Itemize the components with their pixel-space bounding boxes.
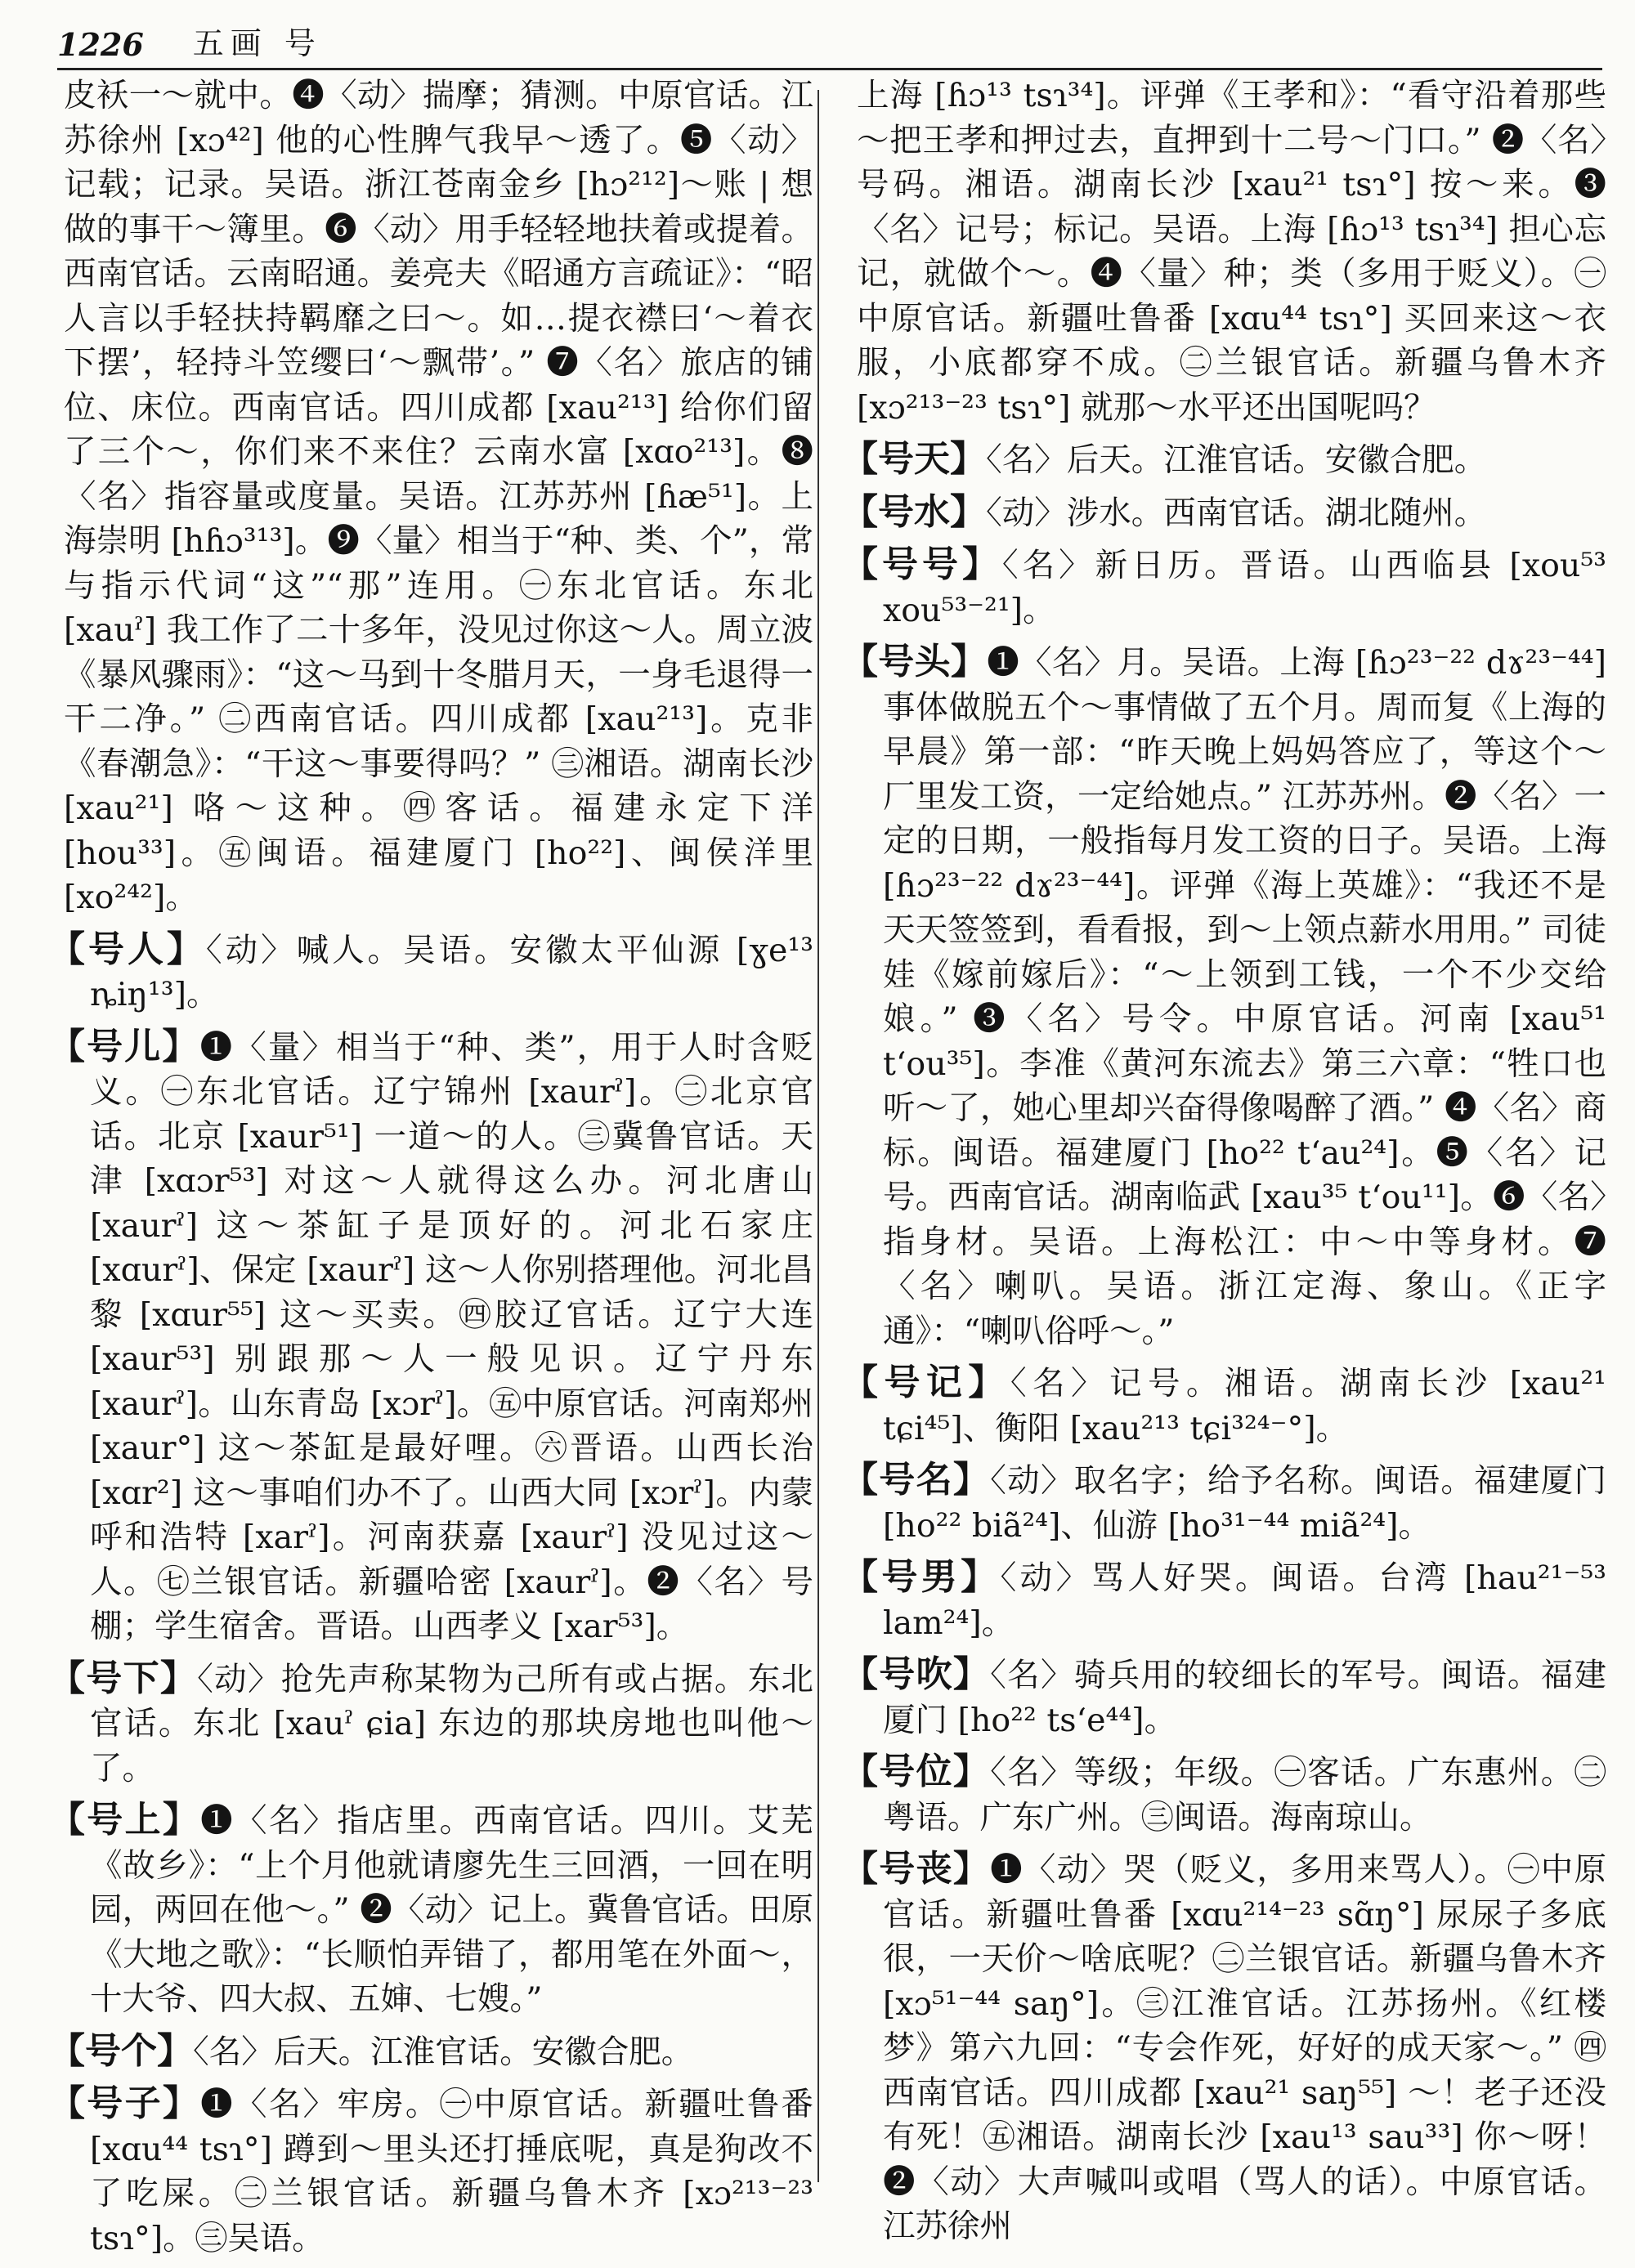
dictionary-entry [49, 2082, 813, 2261]
column-divider [818, 90, 819, 2182]
dictionary-entry [842, 1847, 1606, 2249]
dictionary-entry [842, 437, 1606, 483]
entry-headword: 【号子】 [49, 2082, 201, 2124]
entry-definition: 〈名〉后天。江淮官话。安徽合肥。 [986, 441, 1487, 479]
entry-definition: 〈动〉骂人好哭。闽语。台湾 [hau²¹⁻⁵³ lam²⁴]。 [883, 1559, 1606, 1642]
entry-headword: 【号号】 [842, 544, 1002, 585]
running-title: 五画 号 [192, 25, 322, 61]
dictionary-entry [49, 2029, 813, 2075]
entry-headword: 【号天】 [842, 438, 986, 480]
entry-definition: ❶〈名〉牢房。㊀中原官话。新疆吐鲁番 [xɑu⁴⁴ tsɿ°] 蹲到～里头还打捶底呢，真是狗改不了吃屎。㊁兰银官话。新疆乌鲁木齐 [xɔ²¹³⁻²³ tsɿ°]。㊂吴语。 [90, 2086, 814, 2257]
entry-definition: 〈名〉新日历。晋语。山西临县 [xou⁵³ xou⁵³⁻²¹]。 [883, 547, 1606, 629]
dictionary-entry [842, 1555, 1606, 1645]
dictionary-entry [842, 543, 1606, 633]
dictionary-entry [842, 490, 1606, 536]
entry-headword: 【号上】 [49, 1799, 201, 1841]
entry-definition: 〈动〉取名字；给予名称。闽语。福建厦门 [ho²² biã²⁴]、仙游 [ho³¹⁻⁴⁴ miã²⁴]。 [883, 1462, 1607, 1545]
entry-headword: 【号记】 [842, 1362, 1010, 1403]
entry-headword: 【号位】 [842, 1751, 991, 1792]
entry-headword: 【号名】 [842, 1459, 991, 1501]
entry-definition: 〈动〉涉水。西南官话。湖北随州。 [986, 494, 1487, 532]
dictionary-entry [842, 1750, 1606, 1840]
dictionary-entry [49, 1025, 813, 1649]
entry-definition: 〈名〉记号。湘语。湖南长沙 [xau²¹ tɕi⁴⁵]、衡阳 [xau²¹³ tɕi³²⁴⁻°]。 [883, 1365, 1607, 1447]
page-header [57, 18, 1602, 70]
entry-headword: 【号儿】 [49, 1025, 200, 1067]
entry-continuation: 皮袄一～就中。❹〈动〉揣摩；猜测。中原官话。江苏徐州 [xɔ⁴²] 他的心性脾气我早～透了。❺〈动〉记载；记录。吴语。浙江苍南金乡 [hɔ²¹²]～账 | 想做的事干～簿里。❻〈动〉用手轻轻地扶着或提着。西南官话。云南昭通。姜亮夫《昭通方言疏证》：“昭人言以手轻扶持羁靡之曰～。如…提衣襟曰‘～着衣下摆’，轻持斗笠缨曰‘～飘带’。” ❼〈名〉旅店的铺位、床位。西南官话。四川成都 [xau²¹³] 给你们留了三个～，你们来不来住？云南水富 [xɑo²¹³]。❽〈名〉指容量或度量。吴语。江苏苏州 [ɦæ⁵¹]。上海崇明 [hɦɔ³¹³]。❾〈量〉相当于“种、类、个”，常与指示代词“这”“那”连用。㊀东北官话。东北 [xauˀ] 我工作了二十多年，没见过你这～人。周立波《暴风骤雨》：“这～马到十冬腊月天，一身毛退得一干二净。” ㊁西南官话。四川成都 [xau²¹³]。克非《春潮急》：“干这～事要得吗？” ㊂湘语。湖南长沙 [xau²¹] 咯～这种。㊃客话。福建永定下洋 [hou³³]。㊄闽语。福建厦门 [ho²²]、闽侯洋里 [xo²⁴²]。 [64, 77, 813, 916]
entry-definition: 〈名〉后天。江淮官话。安徽合肥。 [193, 2033, 694, 2071]
entry-headword: 【号吹】 [842, 1653, 991, 1695]
dictionary-entry [842, 640, 1606, 1353]
entry-continuation: 上海 [ɦɔ¹³ tsɿ³⁴]。评弹《王孝和》：“看守沿着那些～把王孝和押过去，直押到十二号～门口。” ❷〈名〉号码。湘语。湖南长沙 [xau²¹ tsɿ°] 按～来。❸〈名〉记号；标记。吴语。上海 [ɦɔ¹³ tsɿ³⁴] 担心忘记，就做个～。❹〈量〉种；类（多用于贬义）。㊀中原官话。新疆吐鲁番 [xɑu⁴⁴ tsɿ°] 买回来这～衣服，小底都穿不成。㊁兰银官话。新疆乌鲁木齐 [xɔ²¹³⁻²³ tsɿ°] 就那～水平还出国呢吗？ [857, 77, 1606, 427]
entry-definition: 〈名〉骑兵用的较细长的军号。闽语。福建厦门 [ho²² tsʻe⁴⁴]。 [883, 1657, 1607, 1739]
dictionary-entry [49, 1798, 813, 2022]
entry-headword: 【号男】 [842, 1556, 1001, 1598]
entry-definition: 〈动〉抢先声称某物为己所有或占据。东北官话。东北 [xauˀ ɕia] 东边的那块房地也叫他～了。 [90, 1660, 814, 1787]
entry-headword: 【号个】 [49, 2029, 193, 2072]
entry-headword: 【号人】 [49, 928, 206, 970]
right-column [842, 74, 1606, 2257]
dictionary-entry [842, 1361, 1606, 1451]
dictionary-entry [49, 1657, 813, 1792]
entry-definition: ❶〈名〉指店里。西南官话。四川。艾芜《故乡》：“上个月他就请廖先生三回酒，一回在明园，两回在他～。” ❷〈动〉记上。冀鲁官话。田原《大地之歌》：“长顺怕弄错了，都用笔在外面～，十大爷、四大叔、五婶、七嫂。” [90, 1802, 814, 2018]
entry-definition: ❶〈动〉哭（贬义，多用来骂人）。㊀中原官话。新疆吐鲁番 [xɑu²¹⁴⁻²³ sɑ̃ŋ°] 尿尿子多底很，一天价～啥底呢？㊁兰银官话。新疆乌鲁木齐 [xɔ⁵¹⁻⁴⁴ saŋ°]。㊂江淮官话。江苏扬州。《红楼梦》第六九回：“专会作死，好好的成天家～。” ㊃西南官话。四川成都 [xau²¹ saŋ⁵⁵] ～！老子还没有死！㊄湘语。湖南长沙 [xau¹³ sau³³] 你～呀！❷〈动〉大声喊叫或唱（骂人的话）。中原官话。江苏徐州 [883, 1851, 1607, 2245]
entry-headword: 【号头】 [842, 641, 988, 682]
entry-headword: 【号水】 [842, 490, 986, 533]
dictionary-entry [842, 1458, 1606, 1548]
entry-definition: 〈动〉喊人。吴语。安徽太平仙源 [ɣe¹³ ȵiŋ¹³]。 [90, 931, 813, 1013]
entry-definition: 〈名〉等级；年级。㊀客话。广东惠州。㊁粤语。广东广州。㊂闽语。海南琼山。 [883, 1754, 1607, 1836]
entry-definition: ❶〈量〉相当于“种、类”，用于人时含贬义。㊀东北官话。辽宁锦州 [xaurˀ]。㊁北京官话。北京 [xaur⁵¹] 一道～的人。㊂冀鲁官话。天津 [xɑɔr⁵³] 对这～人就得这么办。河北唐山 [xaurˀ] 这～茶缸子是顶好的。河北石家庄 [xɑurˀ]、保定 [xaurˀ] 这～人你别搭理他。河北昌黎 [xɑur⁵⁵] 这～买卖。㊃胶辽官话。辽宁大连 [xaur⁵³] 别跟那～人一般见识。辽宁丹东 [xaurˀ]。山东青岛 [xɔrˀ]。㊄中原官话。河南郑州 [xaur°] 这～茶缸是最好哩。㊅晋语。山西长治 [xɑr²] 这～事咱们办不了。山西大同 [xɔrˀ]。内蒙呼和浩特 [xarˀ]。河南获嘉 [xaurˀ] 没见过这～人。㊆兰银官话。新疆哈密 [xaurˀ]。❷〈名〉号棚；学生宿舍。晋语。山西孝义 [xar⁵³]。 [90, 1028, 814, 1645]
entry-headword: 【号丧】 [842, 1848, 991, 1890]
left-column [49, 74, 813, 2268]
entry-definition: ❶〈名〉月。吴语。上海 [ɦɔ²³⁻²² dɤ²³⁻⁴⁴] 事体做脱五个～事情做了五个月。周而复《上海的早晨》第一部：“昨天晚上妈妈答应了，等这个～厂里发工资，一定给她点。” 江苏苏州。❷〈名〉一定的日期，一般指每月发工资的日子。吴语。上海 [ɦɔ²³⁻²² dɤ²³⁻⁴⁴]。评弹《海上英雄》：“我还不是天天签签到，看看报，到～上领点薪水用用。” 司徒娃《嫁前嫁后》：“～上领到工钱，一个不少交给娘。” ❸〈名〉号令。中原官话。河南 [xau⁵¹ tʻou³⁵]。李准《黄河东流去》第三六章：“牲口也听～了，她心里却兴奋得像喝醉了酒。” ❹〈名〉商标。闽语。福建厦门 [ho²² tʻau²⁴]。❺〈名〉记号。西南官话。湖南临武 [xau³⁵ tʻou¹¹]。❻〈名〉指身材。吴语。上海松江：中～中等身材。❼〈名〉喇叭。吴语。浙江定海、象山。《正字通》：“喇叭俗呼～。” [883, 644, 1607, 1350]
dictionary-entry [842, 1653, 1606, 1742]
dictionary-entry [49, 928, 813, 1018]
entry-headword: 【号下】 [49, 1657, 198, 1699]
page-number: 1226 [57, 26, 144, 63]
